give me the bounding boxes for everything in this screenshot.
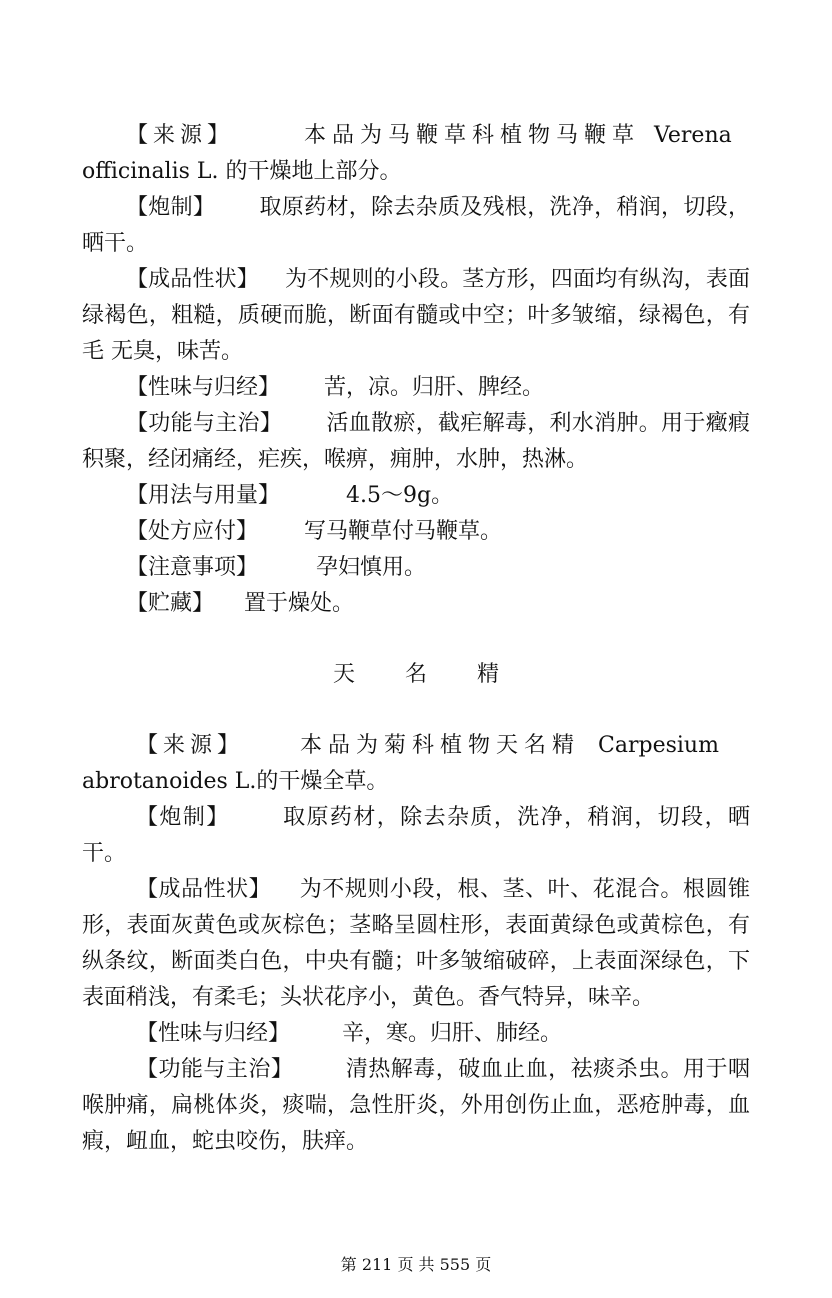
- source-continuation: officinalis L. 的干燥地上部分。: [82, 159, 402, 184]
- source-paragraph: [82, 118, 750, 190]
- caution-label: 【注意事项】: [126, 555, 259, 580]
- character2-text: 为不规则小段，根、茎、叶、花混合。根圆锥形，表面灰黄色或灰棕色；茎略呈圆柱形，表面黄绿色或黄棕色，有纵条纹，断面类白色，中央有髓；叶多皱缩破碎，上表面深绿色，下表面稍浅，有柔毛；头状花序小，黄色。香气特异，味辛。: [82, 877, 750, 1010]
- character-paragraph: [82, 262, 750, 370]
- processing2-paragraph: [82, 800, 750, 872]
- caution-paragraph: [82, 550, 750, 586]
- processing2-label: 【炮制】: [136, 805, 230, 830]
- function2-text: 清热解毒，破血止血，祛痰杀虫。用于咽喉肿痛，扁桃体炎，痰喘，急性肝炎，外用创伤止血，恶疮肿毒，血瘕，衄血，蛇虫咬伤，肤痒。: [82, 1057, 750, 1154]
- character-label: 【成品性状】: [126, 267, 259, 292]
- source-label: 【来源】: [126, 123, 235, 148]
- character2-paragraph: [82, 872, 750, 1016]
- entry-title: 天名精: [332, 662, 549, 687]
- character2-label: 【成品性状】: [136, 877, 272, 902]
- processing2-text: 取原药材，除去杂质，洗净，稍润，切段，晒干。: [82, 805, 750, 866]
- processing-label: 【炮制】: [126, 195, 216, 220]
- dosage-paragraph: [82, 478, 750, 514]
- source2-text: 本品为菊科植物天名精: [300, 733, 581, 758]
- source2-paragraph: [82, 728, 750, 800]
- function2-label: 【功能与主治】: [136, 1057, 294, 1082]
- nature-label: 【性味与归经】: [126, 375, 281, 400]
- nature2-label: 【性味与归经】: [136, 1021, 291, 1046]
- nature2-text: 辛，寒。归肝、肺经。: [342, 1021, 563, 1046]
- nature-paragraph: [82, 370, 750, 406]
- source-text: 本品为马鞭草科植物马鞭草: [304, 123, 641, 148]
- prescription-paragraph: [82, 514, 750, 550]
- nature-text: 苦，凉。归肝、脾经。: [324, 375, 545, 400]
- prescription-text: 写马鞭草付马鞭草。: [304, 519, 503, 544]
- nature2-paragraph: [82, 1016, 750, 1052]
- source2-label: 【来源】: [136, 733, 245, 758]
- processing-paragraph: [82, 190, 750, 262]
- storage-paragraph: [82, 586, 750, 622]
- caution-text: 孕妇慎用。: [316, 555, 427, 580]
- source2-latin: Carpesium: [598, 733, 719, 758]
- source2-continuation: abrotanoides L.的干燥全草。: [82, 769, 389, 794]
- function-label: 【功能与主治】: [126, 411, 283, 436]
- storage-label: 【贮藏】: [126, 591, 215, 616]
- processing-text: 取原药材，除去杂质及残根，洗净，稍润，切段，晒干。: [82, 195, 750, 256]
- prescription-label: 【处方应付】: [126, 519, 259, 544]
- function2-paragraph: [82, 1052, 750, 1160]
- character-text: 为不规则的小段。茎方形，四面均有纵沟，表面绿褐色，粗糙，质硬而脆，断面有髓或中空；叶多皱缩，绿褐色，有毛 无臭，味苦。: [82, 267, 750, 364]
- page-content: [82, 118, 750, 1160]
- source-latin: Verena: [654, 123, 732, 148]
- function-text: 活血散瘀，截疟解毒，利水消肿。用于癥瘕积聚，经闭痛经，疟疾，喉痹，痈肿，水肿，热淋。: [82, 411, 750, 472]
- dosage-label: 【用法与用量】: [126, 483, 281, 508]
- page-number-footer: 第 211 页 共 555 页: [340, 1255, 492, 1274]
- dosage-text: 4.5～9g。: [346, 483, 454, 508]
- storage-text: 置于燥处。: [244, 591, 355, 616]
- function-paragraph: [82, 406, 750, 478]
